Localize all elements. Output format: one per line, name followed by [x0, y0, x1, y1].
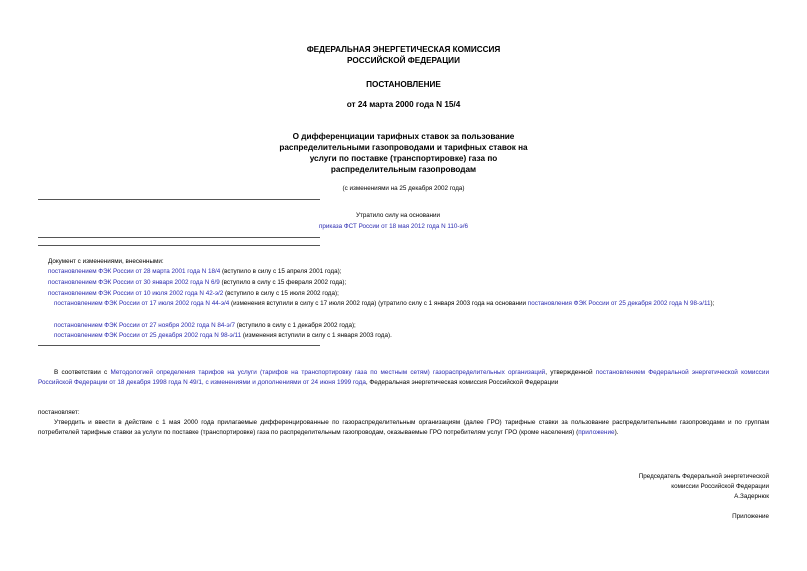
- divider: [38, 237, 320, 238]
- amendment-item: [48, 289, 339, 298]
- document-date: от 24 марта 2000 года N 15/4: [346, 100, 461, 109]
- methodology-link[interactable]: Методологией определения тарифов на услуги (тарифов на транспортировку газа по местным сетям) газораспределительных организаций: [110, 369, 546, 376]
- amendment-link[interactable]: постановлением ФЭК России от 27 ноября 2002 года N 84-э/7: [54, 322, 235, 329]
- appendix-link[interactable]: приложение: [578, 429, 615, 436]
- amendment-link[interactable]: постановлением ФЭК России от 10 июля 2002 года N 42-э/2: [48, 290, 224, 297]
- amendments-intro: Документ с изменениями, внесенными:: [48, 258, 164, 265]
- invalid-note-link[interactable]: приказа ФСТ России от 18 мая 2012 года N 110-э/6: [319, 223, 468, 230]
- amendment-text: (вступило в силу с 1 декабря 2002 года);: [234, 322, 356, 329]
- amendment-text: );: [710, 300, 715, 307]
- preamble-text: , утвержденной: [545, 369, 596, 376]
- amendment-item: [38, 299, 769, 309]
- amendment-text: (изменения вступили в силу с 17 июля 2002 года) (утратило силу с 1 января 2003 года на основании: [229, 300, 528, 307]
- document-title-line2: распределительными газопроводами и тарифных ставок на: [279, 143, 528, 152]
- agency-name-line1: ФЕДЕРАЛЬНАЯ ЭНЕРГЕТИЧЕСКАЯ КОМИССИЯ: [306, 45, 501, 54]
- amendment-link[interactable]: постановлением ФЭК России от 28 марта 2001 года N 18/4: [48, 268, 221, 275]
- amendment-item: [54, 321, 356, 330]
- signatory-name: А.Задернюк: [734, 493, 769, 500]
- decision-text: Утвердить и ввести в действие с 1 мая 2000 года прилагаемые дифференцированные по газораспределительным организациям (далее ГРО) тарифные ставки за пользование распределительными газопроводами и по группам потребителей тарифные ставки за услуги по поставке (транспортировке) газа по распределительным газопроводам, оказываемые ГРО потребителям услуг ГРО (кроме населения) (: [38, 419, 769, 436]
- amendment-item: [54, 331, 392, 340]
- document-title-line4: распределительным газопроводам: [330, 165, 477, 174]
- changes-note: (с изменениями на 25 декабря 2002 года): [342, 185, 465, 192]
- resolves-label: постановляет:: [38, 409, 80, 416]
- amendment-link[interactable]: N 98-э/11: [683, 300, 711, 307]
- divider: [38, 345, 320, 346]
- amendment-link[interactable]: постановления ФЭК России от 25 декабря 2002 года: [527, 300, 682, 307]
- amendment-text: (вступило в силу с 15 февраля 2002 года);: [219, 279, 347, 286]
- preamble-text: , Федеральная энергетическая комиссия Российской Федерации: [365, 379, 559, 386]
- decision-text: ).: [614, 429, 619, 436]
- signature-title-line2: комиссии Российской Федерации: [671, 483, 769, 490]
- signature-title-line1: Председатель Федеральной энергетической: [638, 473, 769, 480]
- document-title-line3: услуги по поставке (транспортировке) газа по: [309, 154, 498, 163]
- invalid-note-text: Утратило силу на основании: [356, 212, 441, 219]
- divider: [38, 245, 320, 246]
- amendment-link[interactable]: постановлением ФЭК России от 25 декабря 2002 года N 98-э/11: [54, 332, 242, 339]
- amendment-item: [48, 278, 346, 287]
- amendment-link[interactable]: постановлением ФЭК России от 30 января 2002 года N 6/9: [48, 279, 220, 286]
- amendment-text: (изменения вступили в силу с 1 января 2003 года).: [241, 332, 392, 339]
- amendment-item: [48, 267, 341, 276]
- resolution-link[interactable]: постановлением Федеральной энергетической комиссии Российской Федерации от 18 декабря 1998 года N 49/1, с изменениями и дополнениями от 24 июня 1999 года: [38, 369, 770, 386]
- preamble-paragraph: [38, 368, 769, 388]
- agency-name-line2: РОССИЙСКОЙ ФЕДЕРАЦИИ: [347, 56, 460, 65]
- amendment-text: (вступило в силу с 15 апреля 2001 года);: [220, 268, 342, 275]
- document-title-line1: О дифференциации тарифных ставок за пользование: [292, 132, 515, 141]
- amendment-text: (вступило в силу с 15 июля 2002 года);: [223, 290, 339, 297]
- document-type: ПОСТАНОВЛЕНИЕ: [366, 80, 441, 89]
- decision-paragraph: [38, 418, 769, 438]
- amendment-link[interactable]: постановлением ФЭК России от 17 июля 2002 года N 44-э/4: [54, 300, 230, 307]
- preamble-text: В соответствии с: [54, 369, 111, 376]
- divider: [38, 199, 320, 200]
- appendix-heading: Приложение: [732, 513, 769, 520]
